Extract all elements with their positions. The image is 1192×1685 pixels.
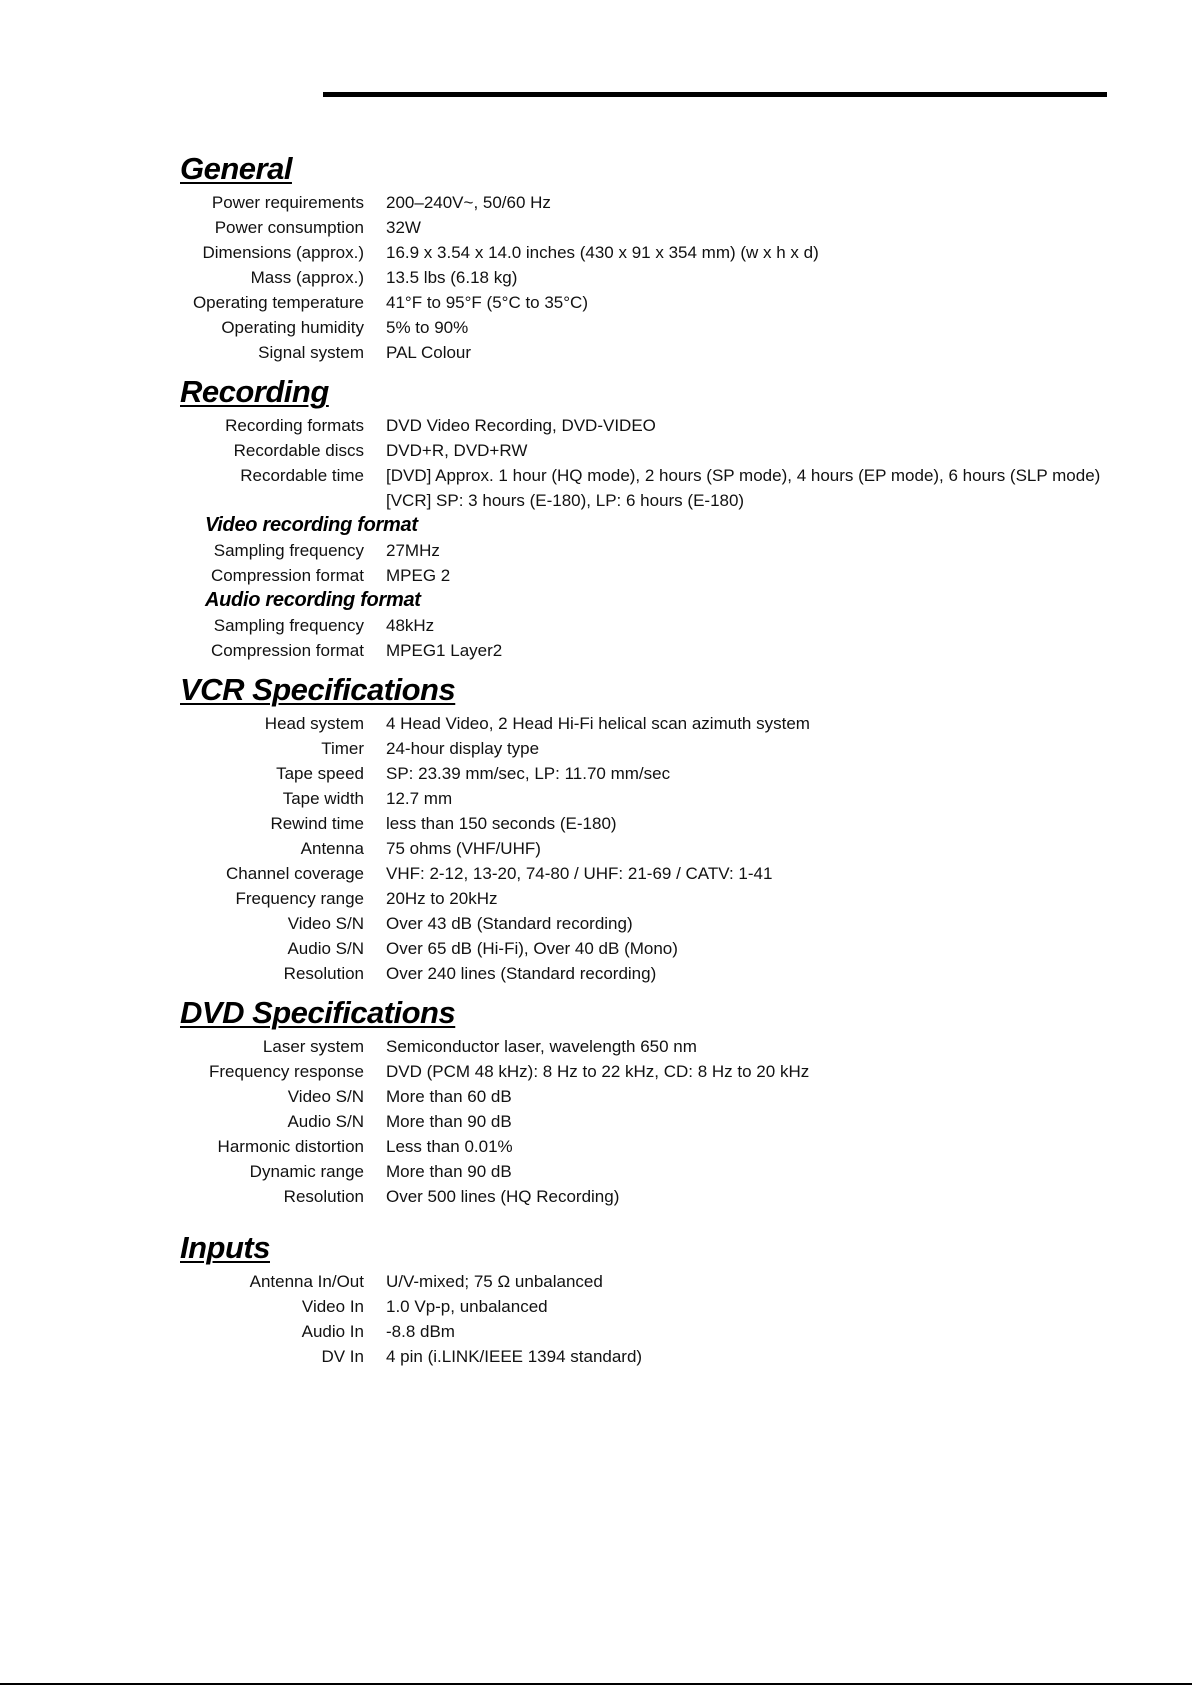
spec-value: 4 Head Video, 2 Head Hi-Fi helical scan azimuth system [386, 714, 810, 733]
spec-label: Sampling frequency [213, 616, 364, 635]
spec-label: Recordable time [240, 466, 364, 485]
spec-value: 41°F to 95°F (5°C to 35°C) [386, 293, 588, 312]
spec-row [0, 265, 1192, 290]
section-vcr-specifications [0, 669, 1192, 986]
spec-label [0, 488, 364, 513]
spec-value: More than 90 dB [386, 1112, 512, 1131]
section-dvd-specifications [0, 992, 1192, 1209]
spec-value: PAL Colour [386, 343, 472, 362]
subsection-title-audio-recording-format: Audio recording format [205, 589, 421, 611]
spec-value: DVD Video Recording, DVD-VIDEO [386, 416, 656, 435]
spec-label: Resolution [283, 1187, 364, 1206]
spec-label: Power requirements [211, 193, 364, 212]
spec-row [0, 438, 1192, 463]
spec-label: Video In [301, 1297, 364, 1316]
spec-row [0, 861, 1192, 886]
section-title-vcr: VCR Specifications [180, 672, 456, 707]
section-general [0, 148, 1192, 365]
spec-label: Frequency range [235, 889, 364, 908]
spec-row [0, 1269, 1192, 1294]
spec-value: 5% to 90% [386, 318, 469, 337]
spec-row [0, 961, 1192, 986]
spec-value: 12.7 mm [386, 789, 453, 808]
spec-row [0, 563, 1192, 588]
spec-label: Video S/N [287, 1087, 364, 1106]
spec-row [0, 613, 1192, 638]
spec-row [0, 886, 1192, 911]
spec-value: Over 65 dB (Hi-Fi), Over 40 dB (Mono) [386, 939, 678, 958]
spec-label: Compression format [210, 566, 364, 585]
spec-value: 200–240V~, 50/60 Hz [386, 193, 551, 212]
spec-row [0, 1159, 1192, 1184]
spec-row [0, 836, 1192, 861]
section-recording [0, 371, 1192, 663]
subsection-title-video-recording-format: Video recording format [205, 514, 418, 536]
spec-label: Rewind time [270, 814, 364, 833]
spec-label: Sampling frequency [213, 541, 364, 560]
spec-value: MPEG 2 [386, 566, 451, 585]
spec-value: [DVD] Approx. 1 hour (HQ mode), 2 hours (SP mode), 4 hours (EP mode), 6 hours (SLP mode) [386, 466, 1101, 485]
header-rule [323, 92, 1107, 97]
spec-value: Over 43 dB (Standard recording) [386, 914, 633, 933]
spec-value: VHF: 2-12, 13-20, 74-80 / UHF: 21-69 / CATV: 1-41 [386, 864, 773, 883]
spec-value: Over 500 lines (HQ Recording) [386, 1187, 620, 1206]
spec-label: Video S/N [287, 914, 364, 933]
spec-label: Channel coverage [226, 864, 364, 883]
spec-value: Over 240 lines (Standard recording) [386, 964, 657, 983]
spec-row [0, 340, 1192, 365]
spec-value: DVD+R, DVD+RW [386, 441, 528, 460]
spec-value: MPEG1 Layer2 [386, 641, 503, 660]
spec-value: 1.0 Vp-p, unbalanced [386, 1297, 548, 1316]
spec-label: Antenna [300, 839, 364, 858]
spec-value: 32W [386, 218, 421, 237]
spec-label: Mass (approx.) [250, 268, 364, 287]
spec-row [0, 190, 1192, 215]
spec-value: 24-hour display type [386, 739, 540, 758]
spec-row [0, 1084, 1192, 1109]
specifications-document [0, 148, 1192, 1369]
spec-row [0, 736, 1192, 761]
spec-label: Antenna In/Out [249, 1272, 364, 1291]
spec-label: Frequency response [209, 1062, 364, 1081]
spec-row [0, 786, 1192, 811]
spec-row [0, 315, 1192, 340]
spec-value: 48kHz [386, 616, 435, 635]
spec-value: 4 pin (i.LINK/IEEE 1394 standard) [386, 1347, 643, 1366]
spec-label: Compression format [210, 641, 364, 660]
spec-row [0, 936, 1192, 961]
spec-label: Resolution [283, 964, 364, 983]
spec-row [0, 215, 1192, 240]
section-title-general: General [180, 151, 292, 186]
spec-value: 27MHz [386, 541, 440, 560]
spec-row [0, 1184, 1192, 1209]
spec-label: Operating humidity [221, 318, 364, 337]
spec-label: Audio In [301, 1322, 364, 1341]
spec-value: More than 60 dB [386, 1087, 512, 1106]
spec-row [0, 1034, 1192, 1059]
spec-label: Audio S/N [287, 939, 364, 958]
spec-label: Recordable discs [233, 441, 364, 460]
spec-row [0, 1134, 1192, 1159]
spec-value: SP: 23.39 mm/sec, LP: 11.70 mm/sec [386, 764, 671, 783]
spec-value: 20Hz to 20kHz [386, 889, 498, 908]
spec-label: Laser system [262, 1037, 364, 1056]
spec-row [0, 638, 1192, 663]
spec-label: Operating temperature [192, 293, 364, 312]
spec-row [0, 290, 1192, 315]
spec-row [0, 538, 1192, 563]
spec-label: Recording formats [225, 416, 364, 435]
spec-row [0, 711, 1192, 736]
spec-row [0, 463, 1192, 488]
spec-label: Harmonic distortion [217, 1137, 364, 1156]
spec-row [0, 240, 1192, 265]
spec-label: Dynamic range [249, 1162, 364, 1181]
spec-value: [VCR] SP: 3 hours (E-180), LP: 6 hours (E-180) [386, 491, 745, 510]
spec-label: Signal system [258, 343, 364, 362]
spec-label: DV In [321, 1347, 364, 1366]
section-inputs [0, 1227, 1192, 1369]
spec-value: -8.8 dBm [386, 1322, 455, 1341]
spec-label: Audio S/N [287, 1112, 364, 1131]
spec-label: Dimensions (approx.) [202, 243, 364, 262]
spec-row [0, 761, 1192, 786]
spec-row [0, 413, 1192, 438]
section-title-recording: Recording [180, 374, 329, 409]
spec-value: 16.9 x 3.54 x 14.0 inches (430 x 91 x 354 mm) (w x h x d) [386, 243, 819, 262]
spec-value: 13.5 lbs (6.18 kg) [386, 268, 518, 287]
spec-label: Timer [321, 739, 364, 758]
spec-row [0, 1059, 1192, 1084]
spec-row [0, 811, 1192, 836]
spec-label: Tape speed [276, 764, 364, 783]
spec-value: More than 90 dB [386, 1162, 512, 1181]
spec-value: Less than 0.01% [386, 1137, 513, 1156]
spec-label: Tape width [282, 789, 364, 808]
spec-label: Head system [264, 714, 364, 733]
spec-value: DVD (PCM 48 kHz): 8 Hz to 22 kHz, CD: 8 Hz to 20 kHz [386, 1062, 810, 1081]
spec-label: Power consumption [214, 218, 364, 237]
spec-row [0, 1294, 1192, 1319]
spec-row [0, 1109, 1192, 1134]
spec-row [0, 1319, 1192, 1344]
spec-row-continuation [0, 488, 1192, 513]
section-title-dvd: DVD Specifications [180, 995, 456, 1030]
spec-value: U/V-mixed; 75 Ω unbalanced [386, 1272, 603, 1291]
section-title-inputs: Inputs [180, 1230, 270, 1265]
spec-value: Semiconductor laser, wavelength 650 nm [386, 1037, 697, 1056]
spec-value: less than 150 seconds (E-180) [386, 814, 617, 833]
spec-value: 75 ohms (VHF/UHF) [386, 839, 541, 858]
spec-row [0, 911, 1192, 936]
spec-row [0, 1344, 1192, 1369]
